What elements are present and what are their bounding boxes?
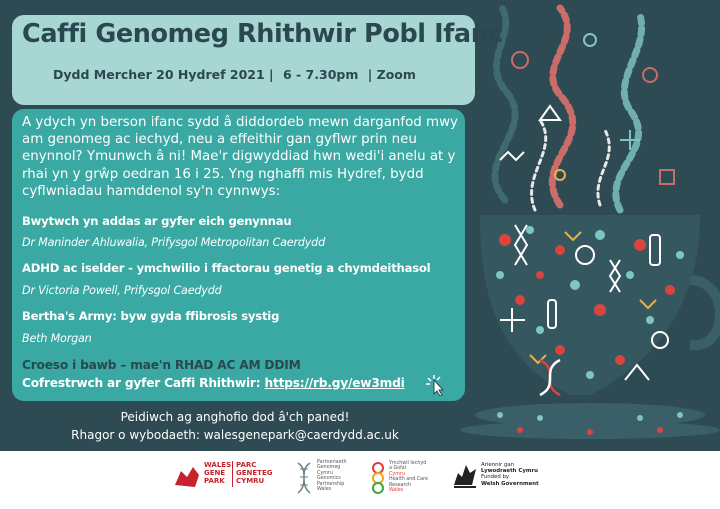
cup-handle (690, 280, 720, 345)
welsh-dragon-icon (452, 461, 478, 491)
reminder-text: Peidiwch ag anghofio dod â'ch paned! (120, 410, 350, 424)
event-details (53, 67, 421, 82)
welcome-text: Croeso i bawb – mae'n RHAD AC AM DDIM (22, 358, 301, 372)
register-line (22, 376, 405, 390)
event-date: Dydd Mercher 20 Hydref 2021 | (53, 67, 274, 82)
wgp-divider (232, 461, 233, 487)
register-link[interactable]: https://rb.gy/ew3mdi (264, 376, 405, 390)
talk-3-speaker: Beth Morgan (22, 332, 92, 345)
cup-body (480, 215, 700, 395)
floating-icons (500, 34, 674, 184)
genomics-partnership-logo: Partneriaeth Genomeg Cymru Genomics Partnership Wales (317, 460, 347, 493)
talk-3-title: Bertha's Army: byw gyda ffibrosis systig (22, 309, 280, 323)
page-title: Caffi Genomeg Rhithwir Pobl Ifanc (22, 19, 504, 49)
register-label: Cofrestrwch ar gyfer Caffi Rhithwir: (22, 376, 261, 390)
event-time: 6 - 7.30pm (282, 67, 359, 82)
contact-text: Rhagor o wybodaeth: walesgenepark@caerdydd.ac.uk (71, 428, 399, 442)
dna-icon (294, 461, 314, 495)
hcrw-icon (369, 461, 387, 495)
talk-1-title: Bwytwch yn addas ar gyfer eich genynnau (22, 214, 292, 228)
saucer (460, 403, 720, 439)
talk-2-speaker: Dr Victoria Powell, Prifysgol Caedydd (22, 284, 222, 297)
dragon-icon (173, 465, 201, 489)
talk-1-speaker: Dr Maninder Ahluwalia, Prifysgol Metropolitan Caerdydd (22, 236, 325, 249)
welsh-gov-logo: Ariennir gan Lywodraeth Cymru Funded by Welsh Government (481, 462, 539, 487)
steam-swirls (495, 5, 642, 210)
wgp-logo-cy: PARC GENETEG CYMRU (236, 461, 273, 485)
talk-2-title: ADHD ac iselder - ymchwilio i ffactorau genetig a chymdeithasol (22, 261, 431, 275)
wgp-logo-en: WALES GENE PARK (204, 461, 232, 485)
event-location: | Zoom (367, 67, 416, 82)
sponsor-logos-bar (0, 451, 720, 509)
click-cursor-icon (424, 374, 450, 396)
intro-text: A ydych yn berson ifanc sydd â diddordeb mewn darganfod mwy am genomeg ac iechyd, neu a effeithir gan gyflwr prin neu enynnol? Ymunwch â ni! Mae'r digwyddiad hwn wedi'i anelu at y rhai yn y grŵp oedran 16 i 25. Yng nghaffi mis Hydref, bydd cyflwniadau hamdden‌ol sy'n cynnwys: (22, 115, 458, 199)
hcrw-logo: Ymchwil Iechyd a Gofal Cymru Health and Care Research Wales (389, 461, 428, 494)
